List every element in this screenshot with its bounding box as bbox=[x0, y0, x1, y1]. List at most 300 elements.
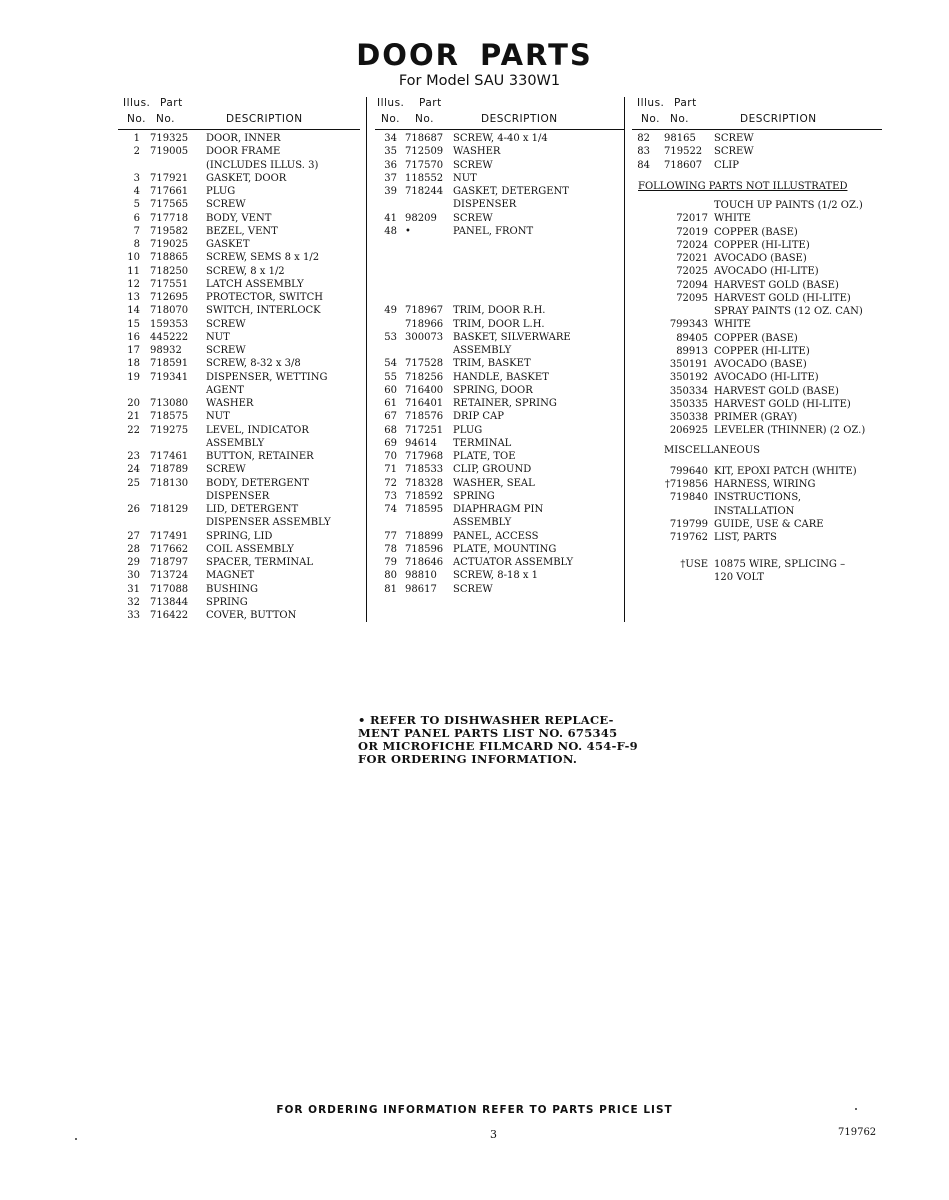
table-row bbox=[632, 558, 882, 571]
scan-speck bbox=[855, 1108, 857, 1110]
table-row bbox=[632, 465, 882, 478]
illus-number: 7 bbox=[133, 225, 140, 237]
part-number: 718789 bbox=[150, 464, 189, 476]
illus-number: 13 bbox=[127, 292, 140, 303]
part-description: KIT, EPOXI PATCH (WHITE) bbox=[714, 465, 857, 477]
table-row bbox=[118, 225, 360, 238]
illus-number: 33 bbox=[127, 610, 140, 621]
table-row bbox=[118, 503, 360, 516]
part-number: 350192 bbox=[669, 372, 708, 384]
part-number: 717921 bbox=[150, 172, 189, 184]
part-description: HARVEST GOLD (BASE) bbox=[714, 279, 839, 291]
table-row bbox=[375, 172, 625, 185]
not-illustrated-heading: FOLLOWING PARTS NOT ILLUSTRATED bbox=[638, 180, 848, 192]
part-number: 712509 bbox=[405, 146, 444, 158]
table-row bbox=[632, 544, 882, 557]
part-number: 72095 bbox=[676, 292, 708, 304]
table-row bbox=[632, 239, 882, 252]
part-description: TRIM, DOOR R.H. bbox=[453, 305, 546, 317]
part-description: ASSEMBLY bbox=[453, 517, 512, 529]
illus-number: 67 bbox=[384, 411, 397, 423]
part-description: SCREW, SEMS 8 x 1/2 bbox=[206, 252, 320, 264]
table-row bbox=[632, 345, 882, 358]
table-row bbox=[632, 159, 882, 172]
part-number: 717461 bbox=[150, 451, 189, 462]
table-row bbox=[118, 172, 360, 185]
part-description: WASHER bbox=[453, 146, 501, 158]
illus-number: 49 bbox=[384, 305, 397, 317]
illus-number: 82 bbox=[637, 133, 650, 144]
table-row bbox=[632, 199, 882, 212]
part-number: 718592 bbox=[405, 490, 444, 502]
part-number: 98165 bbox=[664, 133, 696, 144]
part-description: COPPER (BASE) bbox=[714, 332, 798, 344]
part-number: 718687 bbox=[405, 133, 444, 144]
note-line: • REFER TO DISHWASHER REPLACE- bbox=[358, 713, 614, 727]
part-description: SPRING bbox=[453, 490, 495, 502]
part-number: 713724 bbox=[150, 570, 189, 582]
illus-number: 35 bbox=[384, 146, 397, 158]
part-description: DRIP CAP bbox=[453, 411, 505, 423]
part-description: HARVEST GOLD (HI-LITE) bbox=[714, 398, 851, 410]
part-description: CLIP bbox=[714, 159, 739, 171]
table-row bbox=[118, 609, 360, 622]
illus-number: 74 bbox=[384, 504, 397, 515]
part-number: 718596 bbox=[405, 543, 444, 555]
part-number: 719762 bbox=[669, 532, 708, 543]
table-row bbox=[118, 556, 360, 569]
table-row bbox=[375, 490, 625, 503]
part-description: WHITE bbox=[714, 319, 751, 331]
note-line: MENT PANEL PARTS LIST NO. 675345 bbox=[358, 726, 618, 740]
table-row bbox=[632, 505, 882, 518]
parts-column-3 bbox=[632, 97, 882, 584]
part-description: SPRING, DOOR bbox=[453, 384, 533, 396]
illus-number: 79 bbox=[384, 557, 397, 568]
part-description: LID, DETERGENT bbox=[206, 504, 299, 515]
part-description: NUT bbox=[206, 331, 230, 343]
part-number: 718129 bbox=[150, 504, 189, 515]
part-no-header: No. bbox=[670, 113, 689, 125]
part-number: 799343 bbox=[669, 319, 708, 331]
illus-number: 10 bbox=[127, 252, 140, 264]
illus-header: Illus. bbox=[637, 97, 665, 109]
part-number: 350338 bbox=[669, 412, 708, 423]
part-description: WASHER, SEAL bbox=[453, 477, 535, 489]
part-number: 72024 bbox=[676, 239, 708, 251]
description-header: DESCRIPTION bbox=[740, 113, 817, 125]
part-number: 350191 bbox=[669, 359, 708, 370]
part-description: PLUG bbox=[206, 186, 236, 197]
part-number: 718607 bbox=[664, 159, 703, 171]
table-row bbox=[118, 569, 360, 582]
illus-number: 31 bbox=[127, 583, 140, 595]
part-description: TRIM, BASKET bbox=[453, 358, 531, 370]
table-row bbox=[632, 318, 882, 331]
table-row bbox=[375, 185, 625, 198]
part-number: 712695 bbox=[150, 292, 189, 303]
part-number: 717491 bbox=[150, 530, 189, 542]
part-description: SCREW bbox=[453, 583, 493, 595]
illus-header: Illus. bbox=[377, 97, 405, 109]
part-description: TOUCH UP PAINTS (1/2 OZ.) bbox=[714, 200, 863, 211]
part-description: SWITCH, INTERLOCK bbox=[206, 305, 321, 317]
table-row bbox=[632, 265, 882, 278]
table-row bbox=[632, 571, 882, 584]
part-number: 72094 bbox=[676, 279, 708, 291]
part-description: BUSHING bbox=[206, 583, 259, 595]
parts-column-1 bbox=[118, 97, 360, 622]
illus-number: 26 bbox=[127, 504, 140, 515]
illus-number: 73 bbox=[384, 490, 397, 502]
illus-number: 69 bbox=[384, 437, 397, 449]
column-header bbox=[375, 97, 625, 129]
part-description: SPRING bbox=[206, 596, 248, 608]
part-description: SCREW bbox=[206, 464, 246, 476]
table-row bbox=[632, 411, 882, 424]
part-number: 719325 bbox=[150, 133, 189, 144]
illus-number: 3 bbox=[133, 172, 140, 184]
part-number: 719840 bbox=[669, 492, 708, 504]
table-row bbox=[118, 437, 360, 450]
table-row bbox=[118, 212, 360, 225]
note-line: OR MICROFICHE FILMCARD NO. 454-F-9 bbox=[358, 739, 638, 753]
illus-number: 55 bbox=[384, 371, 397, 383]
part-number: 719799 bbox=[669, 518, 708, 530]
part-description: ASSEMBLY bbox=[206, 437, 265, 449]
part-description: NUT bbox=[206, 411, 230, 423]
illus-number: 12 bbox=[127, 278, 140, 290]
part-number: 717661 bbox=[150, 186, 189, 197]
illus-number: 30 bbox=[127, 570, 140, 582]
part-description: SCREW bbox=[453, 159, 493, 171]
part-number: 717251 bbox=[405, 424, 444, 436]
illus-number: 11 bbox=[127, 265, 140, 277]
table-row bbox=[118, 344, 360, 357]
parts-list bbox=[632, 129, 882, 584]
part-number: 350335 bbox=[669, 398, 708, 410]
description-header: DESCRIPTION bbox=[481, 113, 558, 125]
illus-number: 34 bbox=[384, 133, 397, 144]
table-row bbox=[375, 516, 625, 529]
table-row bbox=[632, 305, 882, 318]
part-number: 717565 bbox=[150, 199, 189, 211]
part-number: 717968 bbox=[405, 451, 444, 462]
illus-number: 6 bbox=[133, 212, 140, 224]
illus-number: 18 bbox=[127, 358, 140, 370]
part-description: PLATE, MOUNTING bbox=[453, 543, 557, 555]
part-description: RETAINER, SPRING bbox=[453, 398, 557, 409]
illus-number: 8 bbox=[133, 239, 140, 250]
parts-list bbox=[118, 129, 360, 622]
table-row bbox=[375, 477, 625, 490]
part-description: 120 VOLT bbox=[714, 571, 765, 583]
table-row bbox=[375, 371, 625, 384]
table-row bbox=[632, 180, 882, 193]
part-number: 72021 bbox=[676, 253, 708, 264]
table-row bbox=[632, 252, 882, 265]
part-number: 719522 bbox=[664, 146, 703, 158]
part-description: PLUG bbox=[453, 424, 483, 436]
part-description: GUIDE, USE & CARE bbox=[714, 518, 824, 530]
table-row bbox=[375, 357, 625, 370]
part-description: SCREW, 4-40 x 1/4 bbox=[453, 133, 548, 144]
illus-number: 80 bbox=[384, 570, 397, 582]
table-row bbox=[118, 331, 360, 344]
part-description: TERMINAL bbox=[453, 437, 512, 449]
part-number: 98209 bbox=[405, 212, 437, 224]
table-row bbox=[375, 278, 625, 291]
table-row bbox=[632, 478, 882, 491]
part-number: 300073 bbox=[405, 331, 444, 343]
part-description: CLIP, GROUND bbox=[453, 464, 532, 476]
part-description: BUTTON, RETAINER bbox=[206, 451, 314, 462]
table-row bbox=[632, 132, 882, 145]
illus-number: 5 bbox=[133, 199, 140, 211]
part-number: 445222 bbox=[150, 331, 189, 343]
table-row bbox=[632, 292, 882, 305]
part-description: AVOCADO (BASE) bbox=[714, 359, 807, 370]
part-description: LIST, PARTS bbox=[714, 532, 777, 543]
part-description: WHITE bbox=[714, 213, 751, 225]
part-number: 89913 bbox=[676, 345, 708, 357]
table-row bbox=[118, 159, 360, 172]
column-header bbox=[118, 97, 360, 129]
table-row bbox=[375, 291, 625, 304]
table-row bbox=[375, 397, 625, 410]
part-number: 719582 bbox=[150, 225, 189, 237]
part-number: 717088 bbox=[150, 583, 189, 595]
illus-number: 28 bbox=[127, 543, 140, 555]
table-row bbox=[375, 304, 625, 317]
illus-number: 1 bbox=[133, 133, 140, 144]
description-header: DESCRIPTION bbox=[226, 113, 303, 125]
part-description: SCREW, 8-18 x 1 bbox=[453, 570, 539, 582]
part-description: ACTUATOR ASSEMBLY bbox=[453, 557, 574, 568]
table-row bbox=[375, 530, 625, 543]
part-number: 799640 bbox=[669, 465, 708, 477]
part-number: 717718 bbox=[150, 212, 189, 224]
table-row bbox=[375, 225, 625, 238]
table-row bbox=[375, 384, 625, 397]
part-number: 718591 bbox=[150, 358, 189, 370]
illus-number: 36 bbox=[384, 159, 397, 171]
part-description: SCREW bbox=[714, 146, 754, 158]
part-number: 717662 bbox=[150, 543, 189, 555]
illus-no-header: No. bbox=[127, 113, 146, 125]
illus-number: 84 bbox=[637, 159, 650, 171]
table-row bbox=[118, 490, 360, 503]
table-row bbox=[375, 331, 625, 344]
page-title: DOOR PARTS bbox=[356, 38, 593, 72]
part-number: 718899 bbox=[405, 530, 444, 542]
table-row bbox=[632, 358, 882, 371]
part-description: PLATE, TOE bbox=[453, 451, 516, 462]
table-row bbox=[375, 543, 625, 556]
part-description: MAGNET bbox=[206, 570, 255, 582]
illus-header: Illus. bbox=[123, 97, 151, 109]
part-description: BASKET, SILVERWARE bbox=[453, 331, 571, 343]
table-row bbox=[375, 463, 625, 476]
table-row bbox=[118, 132, 360, 145]
table-row bbox=[375, 556, 625, 569]
part-description: COPPER (BASE) bbox=[714, 226, 798, 238]
illus-number: 27 bbox=[127, 530, 140, 542]
table-row bbox=[118, 304, 360, 317]
table-row bbox=[632, 226, 882, 239]
part-description: LEVEL, INDICATOR bbox=[206, 424, 309, 436]
table-row bbox=[632, 491, 882, 504]
table-row bbox=[375, 132, 625, 145]
part-description: SCREW, 8-32 x 3/8 bbox=[206, 358, 301, 370]
part-description: PANEL, FRONT bbox=[453, 225, 534, 237]
part-description: DOOR FRAME bbox=[206, 146, 281, 158]
table-row bbox=[632, 518, 882, 531]
part-description: 10875 WIRE, SPLICING – bbox=[714, 558, 846, 570]
table-row bbox=[118, 463, 360, 476]
part-number: 72019 bbox=[676, 226, 708, 238]
part-number: 72017 bbox=[676, 213, 708, 225]
table-row bbox=[375, 159, 625, 172]
table-row bbox=[632, 531, 882, 544]
part-number: 719275 bbox=[150, 424, 189, 436]
table-row bbox=[375, 318, 625, 331]
part-description: COPPER (HI-LITE) bbox=[714, 239, 810, 251]
part-number: 713080 bbox=[150, 398, 189, 409]
table-row bbox=[375, 198, 625, 211]
part-number: 718967 bbox=[405, 305, 444, 317]
part-description: BODY, VENT bbox=[206, 212, 272, 224]
illus-number: 2 bbox=[133, 146, 140, 158]
part-number: †USE bbox=[680, 558, 708, 570]
table-row bbox=[632, 371, 882, 384]
part-number: 718070 bbox=[150, 305, 189, 317]
part-number: 718575 bbox=[150, 411, 189, 423]
part-description: DOOR, INNER bbox=[206, 133, 281, 144]
table-row bbox=[118, 450, 360, 463]
part-number: 718244 bbox=[405, 186, 444, 197]
illus-number: 22 bbox=[127, 424, 140, 436]
part-number: 718130 bbox=[150, 477, 189, 489]
illus-number: 83 bbox=[637, 146, 650, 158]
table-row bbox=[118, 198, 360, 211]
table-row bbox=[118, 291, 360, 304]
parts-list bbox=[375, 129, 625, 596]
table-row bbox=[375, 437, 625, 450]
part-number: 72025 bbox=[676, 266, 708, 278]
part-number: 718646 bbox=[405, 557, 444, 568]
table-row bbox=[632, 145, 882, 158]
part-number: 718576 bbox=[405, 411, 444, 423]
part-number: 718865 bbox=[150, 252, 189, 264]
table-row bbox=[632, 385, 882, 398]
table-row bbox=[375, 251, 625, 264]
part-number: 98932 bbox=[150, 345, 182, 356]
part-number: 718595 bbox=[405, 504, 444, 515]
part-number: 719025 bbox=[150, 239, 189, 250]
table-row bbox=[118, 410, 360, 423]
part-description: COPPER (HI-LITE) bbox=[714, 345, 810, 357]
ordering-footer: FOR ORDERING INFORMATION REFER TO PARTS PRICE LIST bbox=[276, 1104, 673, 1116]
note-line: FOR ORDERING INFORMATION. bbox=[358, 752, 578, 766]
part-description: COIL ASSEMBLY bbox=[206, 543, 294, 555]
part-no-header: No. bbox=[415, 113, 434, 125]
part-description: SCREW bbox=[453, 212, 493, 224]
part-number: 716400 bbox=[405, 384, 444, 396]
table-row bbox=[118, 384, 360, 397]
part-number: 718250 bbox=[150, 265, 189, 277]
document-code: 719762 bbox=[838, 1127, 877, 1138]
part-number: 718797 bbox=[150, 557, 189, 568]
table-row bbox=[118, 530, 360, 543]
part-number: 716422 bbox=[150, 610, 189, 621]
part-number: 118552 bbox=[405, 172, 444, 184]
table-row bbox=[375, 344, 625, 357]
illus-no-header: No. bbox=[381, 113, 400, 125]
part-description: DISPENSER, WETTING bbox=[206, 371, 328, 383]
part-description: INSTRUCTIONS, bbox=[714, 492, 802, 504]
table-row bbox=[118, 397, 360, 410]
table-row bbox=[375, 583, 625, 596]
model-subtitle: For Model SAU 330W1 bbox=[398, 73, 561, 89]
part-description: ASSEMBLY bbox=[453, 345, 512, 356]
illus-number: 39 bbox=[384, 186, 397, 197]
part-number: 159353 bbox=[150, 318, 189, 330]
illus-number: 23 bbox=[127, 451, 140, 462]
part-description: LEVELER (THINNER) (2 OZ.) bbox=[714, 425, 866, 437]
part-number: 718966 bbox=[405, 318, 444, 330]
part-description: SCREW bbox=[206, 199, 246, 211]
table-row bbox=[118, 145, 360, 158]
illus-no-header: No. bbox=[641, 113, 660, 125]
part-number: †719856 bbox=[664, 479, 708, 490]
illus-number: 4 bbox=[133, 186, 140, 197]
part-description: SPRING, LID bbox=[206, 530, 273, 542]
illus-number: 21 bbox=[127, 411, 140, 423]
part-description: PRIMER (GRAY) bbox=[714, 412, 798, 423]
part-number: 716401 bbox=[405, 398, 444, 409]
illus-number: 72 bbox=[384, 477, 397, 489]
part-number: 713844 bbox=[150, 596, 189, 608]
table-row bbox=[118, 238, 360, 251]
part-description: COVER, BUTTON bbox=[206, 610, 297, 621]
part-description: HANDLE, BASKET bbox=[453, 371, 549, 383]
panel-parts-note bbox=[358, 714, 658, 766]
illus-number: 81 bbox=[384, 583, 397, 595]
table-row bbox=[632, 398, 882, 411]
part-description: SPRAY PAINTS (12 OZ. CAN) bbox=[714, 306, 863, 317]
part-number: 717570 bbox=[405, 159, 444, 171]
illus-number: 41 bbox=[384, 212, 397, 224]
part-description: AVOCADO (HI-LITE) bbox=[714, 372, 819, 384]
part-description: SCREW, 8 x 1/2 bbox=[206, 265, 285, 277]
part-description: NUT bbox=[453, 172, 477, 184]
part-header: Part bbox=[674, 97, 697, 109]
table-row bbox=[118, 278, 360, 291]
illus-number: 61 bbox=[384, 398, 397, 409]
part-description: INSTALLATION bbox=[714, 505, 795, 517]
part-no-header: No. bbox=[156, 113, 175, 125]
part-description: (INCLUDES ILLUS. 3) bbox=[206, 159, 319, 171]
illus-number: 15 bbox=[127, 318, 140, 330]
part-description: SCREW bbox=[206, 345, 246, 356]
part-description: GASKET bbox=[206, 239, 250, 250]
illus-number: 24 bbox=[127, 464, 140, 476]
table-row bbox=[118, 371, 360, 384]
scan-speck bbox=[75, 1138, 77, 1140]
table-row bbox=[118, 357, 360, 370]
illus-number: 16 bbox=[127, 331, 140, 343]
